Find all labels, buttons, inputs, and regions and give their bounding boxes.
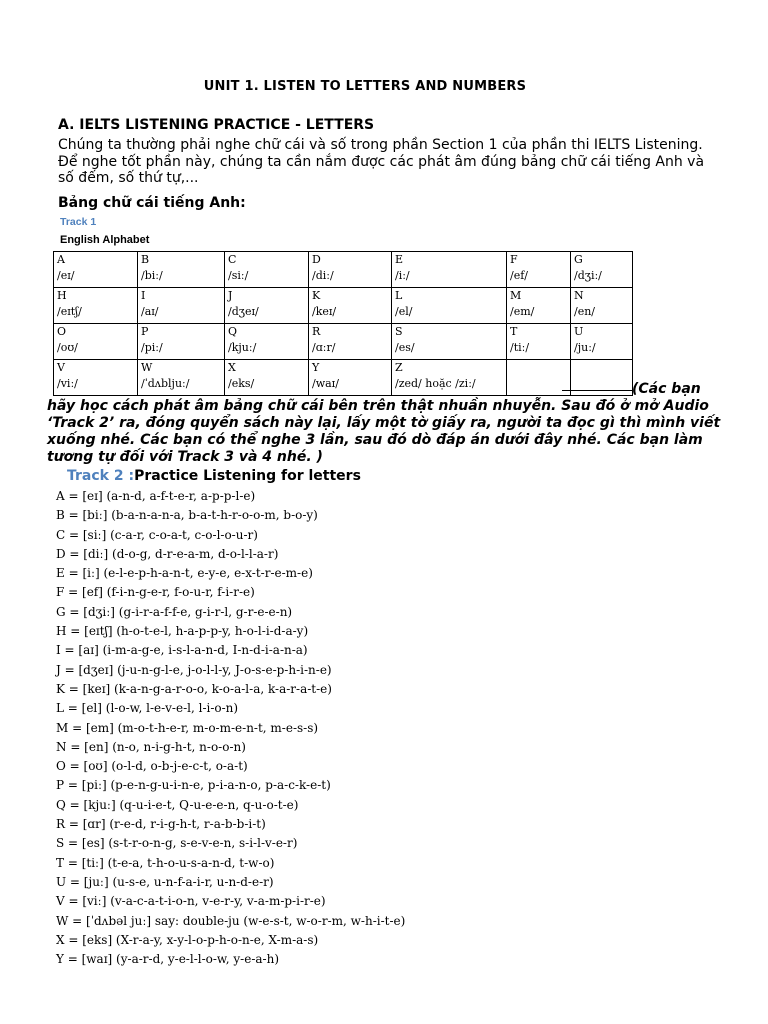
- cell-letter: E: [395, 253, 404, 266]
- cell-ipa: /keɪ/: [312, 305, 337, 318]
- cell-letter: R: [312, 325, 321, 338]
- cell-ipa: /kjuː/: [228, 341, 257, 354]
- note-line: hãy học cách phát âm bảng chữ cái bên trên thật nhuần nhuyễn. Sau đó ở mở Audio: [47, 398, 709, 414]
- cell-ipa: /dʒiː/: [574, 269, 602, 282]
- list-item: F = [ef] (f-i-n-g-e-r, f-o-u-r, f-i-r-e): [56, 585, 255, 600]
- list-item: S = [es] (s-t-r-o-n-g, s-e-v-e-n, s-i-l-v-e-r): [56, 836, 298, 851]
- list-item: A = [eɪ] (a-n-d, a-f-t-e-r, a-p-p-l-e): [56, 489, 256, 503]
- cell-letter: X: [228, 361, 236, 374]
- track-2-heading: [67, 468, 361, 484]
- alphabet-table: [53, 251, 633, 396]
- cell-letter: I: [141, 289, 146, 302]
- table-cell: [571, 324, 633, 360]
- cell-ipa: /tiː/: [510, 341, 530, 354]
- english-alphabet-title: English Alphabet: [60, 234, 150, 246]
- table-cell: [225, 252, 309, 288]
- table-cell: [138, 288, 225, 324]
- cell-ipa: /diː/: [312, 269, 334, 282]
- list-item: J = [dʒeɪ] (j-u-n-g-l-e, j-o-l-l-y, J-o-s-e-p-h-i-n-e): [56, 662, 332, 677]
- cell-ipa: /piː/: [141, 341, 163, 354]
- list-item: I = [aɪ] (i-m-a-g-e, i-s-l-a-n-d, I-n-d-i-a-n-a): [56, 643, 308, 658]
- cell-ipa: /aɪ/: [141, 305, 159, 318]
- list-item: E = [iː] (e-l-e-p-h-a-n-t, e-y-e, e-x-t-r-e-m-e): [56, 566, 313, 581]
- cell-ipa: /en/: [574, 305, 596, 318]
- intro-line: Chúng ta thường phải nghe chữ cái và số trong phần Section 1 của phần thi IELTS Listening.: [58, 137, 703, 153]
- cell-ipa: /biː/: [141, 269, 163, 282]
- list-item: Y = [waɪ] (y-a-r-d, y-e-l-l-o-w, y-e-a-h): [56, 952, 280, 967]
- list-item: V = [viː] (v-a-c-a-t-i-o-n, v-e-r-y, v-a-m-p-i-r-e): [56, 894, 326, 909]
- instruction-note: [47, 381, 737, 466]
- cell-letter: A: [57, 253, 65, 266]
- cell-ipa: /oʊ/: [57, 341, 78, 354]
- list-item: T = [tiː] (t-e-a, t-h-o-u-s-a-n-d, t-w-o): [56, 855, 275, 870]
- list-item: U = [juː] (u-s-e, u-n-f-a-i-r, u-n-d-e-r): [56, 874, 274, 889]
- cell-letter: M: [510, 289, 522, 302]
- cell-letter: J: [228, 289, 233, 302]
- cell-ipa: /el/: [395, 305, 413, 318]
- cell-ipa: /eks/: [228, 377, 255, 390]
- cell-letter: O: [57, 325, 67, 338]
- table-cell: [309, 252, 392, 288]
- cell-ipa: /viː/: [57, 377, 78, 390]
- list-item: G = [dʒiː] (g-i-r-a-f-f-e, g-i-r-l, g-r-e-e-n): [56, 604, 293, 619]
- cell-letter: W: [141, 361, 153, 374]
- cell-ipa: /eɪtʃ/: [57, 305, 82, 318]
- cell-letter: S: [395, 325, 403, 338]
- track-1-label: Track 1: [60, 216, 97, 228]
- track-2-label: Track 2 :: [67, 468, 135, 484]
- table-cell: [392, 252, 507, 288]
- list-item: R = [ɑr] (r-e-d, r-i-g-h-t, r-a-b-b-i-t): [56, 817, 266, 832]
- cell-ipa: /ɑːr/: [312, 341, 336, 354]
- unit-title: UNIT 1. LISTEN TO LETTERS AND NUMBERS: [203, 79, 527, 94]
- list-item: H = [eɪtʃ] (h-o-t-e-l, h-a-p-p-y, h-o-l-i-d-a-y): [56, 624, 309, 639]
- table-cell: [138, 324, 225, 360]
- table-cell: [507, 252, 571, 288]
- note-line: xuống nhé. Các bạn có thể nghe 3 lần, sau đó dò đáp án dưới đây nhé. Các bạn làm: [47, 432, 703, 448]
- list-item: K = [keɪ] (k-a-n-g-a-r-o-o, k-o-a-l-a, k-a-r-a-t-e): [56, 681, 332, 696]
- table-cell: [309, 324, 392, 360]
- intro-paragraph: [58, 137, 738, 187]
- table-cell: [571, 288, 633, 324]
- cell-ipa: /eɪ/: [57, 269, 75, 282]
- table-cell: [392, 324, 507, 360]
- cell-ipa: /juː/: [574, 341, 596, 354]
- table-cell: [54, 252, 138, 288]
- list-item: W = [ˈdʌbəl juː] say: double-ju (w-e-s-t, w-o-r-m, w-h-i-t-e): [56, 913, 406, 928]
- table-cell: [138, 252, 225, 288]
- note-line: (Các bạn: [632, 381, 701, 397]
- list-item: X = [eks] (X-r-a-y, x-y-l-o-p-h-o-n-e, X-m-a-s): [56, 932, 319, 947]
- list-item: C = [siː] (c-a-r, c-o-a-t, c-o-l-o-u-r): [56, 527, 258, 542]
- cell-letter: G: [574, 253, 583, 266]
- cell-letter: K: [312, 289, 321, 302]
- intro-line: số đếm, số thứ tự,...: [58, 170, 199, 186]
- cell-ipa: /ef/: [510, 269, 528, 282]
- cell-letter: P: [141, 325, 149, 338]
- cell-letter: H: [57, 289, 67, 302]
- table-row: [54, 252, 633, 288]
- cell-ipa: /waɪ/: [312, 377, 339, 390]
- list-item: P = [piː] (p-e-n-g-u-i-n-e, p-i-a-n-o, p-a-c-k-e-t): [56, 778, 331, 793]
- note-line: ‘Track 2’ ra, đóng quyển sách này lại, lấy một tờ giấy ra, người ta đọc gì thì mình viết: [47, 415, 721, 431]
- list-item: Q = [kjuː] (q-u-i-e-t, Q-u-e-e-n, q-u-o-t-e): [56, 797, 299, 812]
- list-item: M = [em] (m-o-t-h-e-r, m-o-m-e-n-t, m-e-s-s): [56, 720, 319, 735]
- cell-letter: Z: [395, 361, 403, 374]
- cell-letter: Y: [312, 361, 320, 374]
- cell-ipa: /dʒeɪ/: [228, 305, 259, 318]
- cell-ipa: /siː/: [228, 269, 249, 282]
- table-cell: [507, 288, 571, 324]
- note-line: tương tự đối với Track 3 và 4 nhé. ): [47, 449, 323, 465]
- cell-letter: N: [574, 289, 584, 302]
- table-row: [54, 324, 633, 360]
- table-cell: [54, 324, 138, 360]
- table-cell: [309, 288, 392, 324]
- intro-line: Để nghe tốt phần này, chúng ta cần nắm được các phát âm đúng bảng chữ cái tiếng Anh và: [58, 153, 705, 170]
- letters-list: [56, 487, 405, 969]
- list-item: O = [oʊ] (o-l-d, o-b-j-e-c-t, o-a-t): [56, 759, 248, 774]
- alphabet-heading: Bảng chữ cái tiếng Anh:: [58, 195, 246, 211]
- section-a-heading: A. IELTS LISTENING PRACTICE - LETTERS: [58, 117, 375, 133]
- table-cell: [54, 288, 138, 324]
- table-row: [54, 288, 633, 324]
- table-cell: [225, 324, 309, 360]
- list-item: B = [biː] (b-a-n-a-n-a, b-a-t-h-r-o-o-m, b-o-y): [56, 508, 318, 523]
- table-cell: [225, 288, 309, 324]
- cell-ipa: /zed/ hoặc /ziː/: [395, 377, 476, 390]
- cell-letter: D: [312, 253, 321, 266]
- table-cell: [392, 288, 507, 324]
- track-2-title: Practice Listening for letters: [134, 468, 361, 484]
- cell-letter: T: [510, 325, 518, 338]
- list-item: D = [diː] (d-o-g, d-r-e-a-m, d-o-l-l-a-r): [56, 546, 279, 561]
- cell-ipa: /em/: [510, 305, 535, 318]
- cell-ipa: /iː/: [395, 269, 410, 282]
- cell-letter: B: [141, 253, 150, 266]
- cell-letter: U: [574, 325, 584, 338]
- cell-ipa: /ˈdʌbljuː/: [141, 377, 190, 390]
- table-cell: [507, 324, 571, 360]
- cell-ipa: /es/: [395, 341, 415, 354]
- cell-letter: Q: [228, 325, 238, 338]
- table-cell: [571, 252, 633, 288]
- list-item: N = [en] (n-o, n-i-g-h-t, n-o-o-n): [56, 739, 246, 754]
- cell-letter: L: [395, 289, 403, 302]
- cell-letter: C: [228, 253, 237, 266]
- cell-letter: V: [57, 361, 65, 374]
- cell-letter: F: [510, 253, 518, 266]
- list-item: L = [el] (l-o-w, l-e-v-e-l, l-i-o-n): [56, 701, 239, 716]
